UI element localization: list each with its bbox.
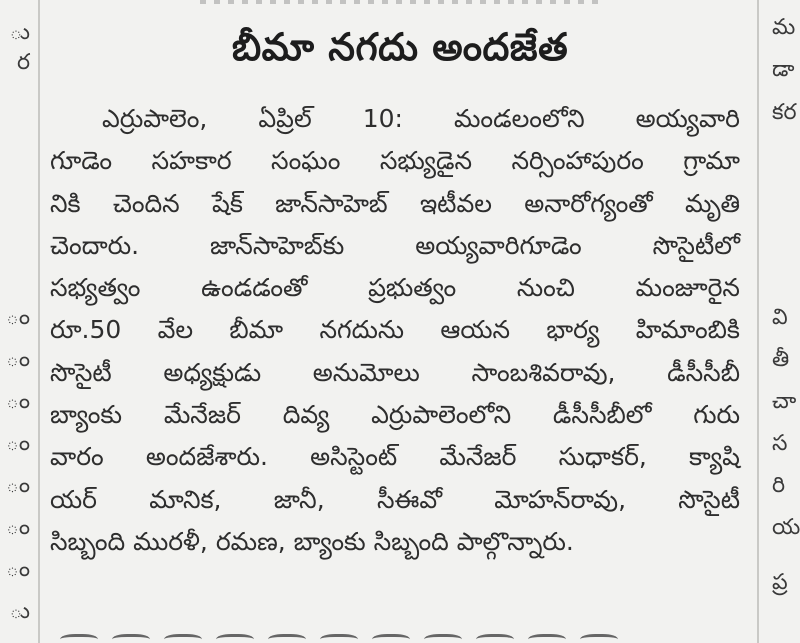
left-fragment-text: ం [6, 347, 30, 372]
right-column-fragment [764, 0, 800, 643]
right-fragment-text: తీ [772, 347, 790, 372]
left-fragment-text: ు [9, 599, 30, 624]
left-fragment-text: ం [6, 515, 30, 540]
right-fragment-text: మ [772, 15, 796, 40]
right-fragment-text: డా [772, 57, 795, 82]
body-line: గూడెం సహకార సంఘం సభ్యుడైన నర్సింహాపురం గ్రామా [50, 146, 740, 176]
left-fragment-text: ం [6, 389, 30, 414]
body-line: సభ్యత్వం ఉండడంతో ప్రభుత్వం నుంచి మంజూరైన [50, 273, 740, 303]
body-line: చెందారు. జాన్‌సాహెబ్‌కు అయ్యవారిగూడెం సొసైటీలో [50, 230, 740, 260]
article-body [50, 98, 740, 563]
left-fragment-text: ం [6, 557, 30, 582]
right-fragment-text: స [772, 431, 788, 456]
right-fragment-text: కర [772, 100, 797, 125]
left-fragment-text: ర [16, 50, 30, 75]
body-line: సొసైటీ అధ్యక్షుడు అనుమోలు సాంబశివరావు, డీసీసీబీ [50, 357, 740, 387]
left-column-fragment [0, 0, 32, 643]
left-fragment-text: ం [6, 431, 30, 456]
body-line: యర్ మానిక, జానీ, సీఈవో మోహన్‌రావు, సొసైటీ [50, 484, 740, 514]
body-line: నికి చెందిన షేక్ జాన్‌సాహెబ్ ఇటీవల అనారోగ్యంతో మృతి [50, 188, 740, 218]
column-divider [757, 0, 759, 643]
body-line: సిబ్బంది మురళీ, రమణ, బ్యాంకు సిబ్బంది పాల్గొన్నారు. [50, 526, 574, 556]
right-fragment-text: య [772, 515, 800, 540]
article [50, 0, 750, 643]
right-fragment-text: చా [772, 389, 797, 414]
body-line: వారం అందజేశారు. అసిస్టెంట్ మేనేజర్ సుధాకర్, క్యాషి [50, 442, 740, 472]
cropped-text-below [60, 628, 750, 643]
right-fragment-text: రి [772, 473, 786, 498]
cropped-text-above [200, 0, 600, 4]
right-fragment-text: ప్ర [772, 570, 788, 595]
article-headline: బీమా నగదు అందజేత [231, 25, 569, 69]
body-line: రూ.50 వేల బీమా నగదును ఆయన భార్య హిమాంబికి [50, 315, 740, 345]
body-line: ఎర్రుపాలెం, ఏప్రిల్ 10: మండలంలోని అయ్యవారి [102, 104, 740, 133]
left-fragment-text: ం [6, 305, 30, 330]
left-fragment-text: ం [6, 473, 30, 498]
left-fragment-text: ు [9, 20, 30, 45]
right-fragment-text: వి [772, 305, 788, 330]
body-line: బ్యాంకు మేనేజర్ దివ్య ఎర్రుపాలెంలోని డీసీసీబీలో గురు [50, 400, 740, 430]
column-divider [38, 0, 40, 643]
